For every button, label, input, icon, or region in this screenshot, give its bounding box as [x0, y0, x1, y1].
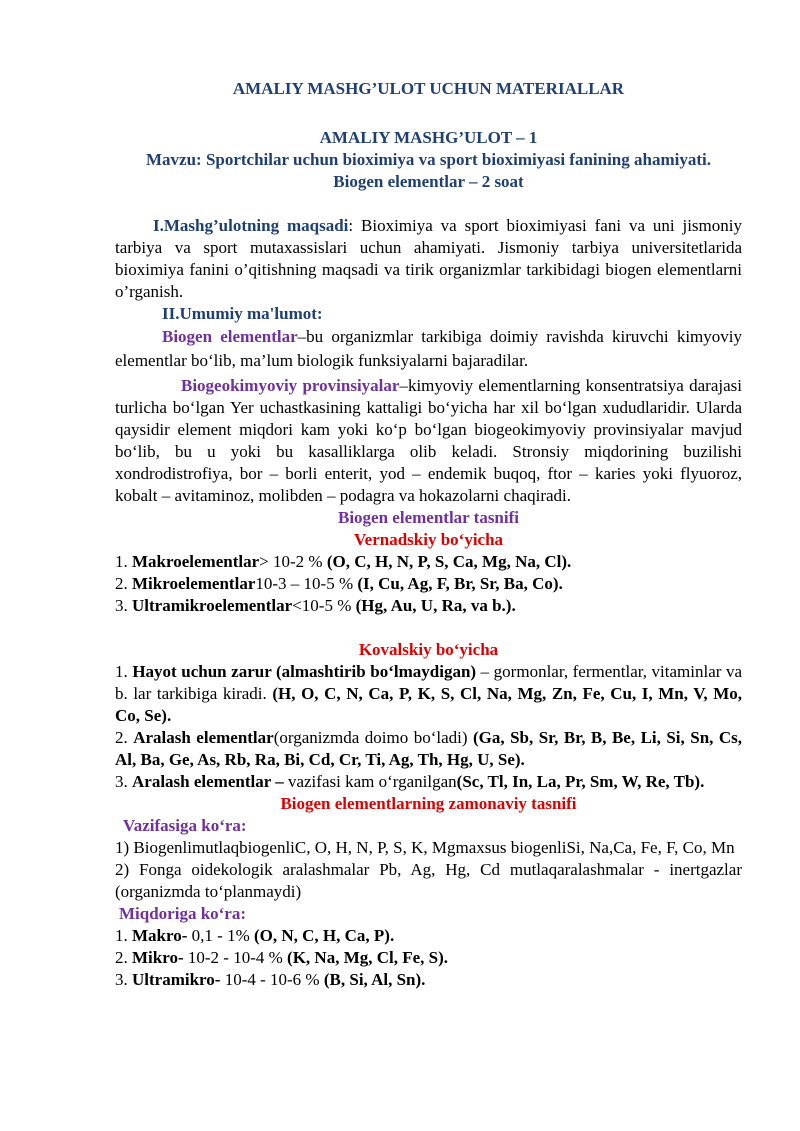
amount-heading: Miqdoriga ko‘ra:: [119, 904, 247, 923]
goal-text: : Bioximiya va sport bioximiyasi fani va uni jismoniy tarbiya va sport mutaxassislari uchun ahamiyati. Jismoniy tarbiya universitetlarida bioximiya fanini o’qitishning maqsadi va tirik organizmlar tarkibidagi biogen elementlarni o’rganish.: [115, 216, 742, 301]
item-name: Makro-: [132, 926, 188, 945]
item-range: 10-4 - 10-6 %: [220, 970, 324, 989]
list-item: [115, 661, 742, 727]
item-elements: (O, N, C, H, Ca, P).: [253, 926, 395, 945]
general-heading: II.Umumiy ma'lumot:: [162, 304, 323, 323]
goal-label: I.Mashg’ulotning maqsadi: [153, 216, 349, 235]
list-item: [115, 573, 742, 595]
kovalsky-list: [115, 661, 742, 793]
item-number: 2.: [115, 948, 132, 967]
list-item: [115, 925, 742, 947]
lesson-title: AMALIY MASHG’ULOT – 1: [319, 128, 538, 147]
item-range: 10-2 - 10-4 %: [183, 948, 288, 967]
item-number: 3.: [115, 970, 132, 989]
item-number: 1.: [115, 662, 133, 681]
item-range: 10-3 – 10-5 %: [255, 574, 358, 593]
biogen-term: Biogen elementlar: [162, 327, 298, 346]
modern-title: Biogen elementlarning zamonaviy tasnifi: [280, 794, 577, 813]
function-item: 2) Fonga oidekologik aralashmalar Pb, Ag, Hg, Cd mutlaqaralashmalar - inertgazlar (organizmda to‘planmaydi): [115, 860, 742, 901]
item-elements: (Ga, Sb, Sr, Br, B, Be, Li, Si, Sn, Cs, Al, Ba, Ge, As, Rb, Ra, Bi, Cd, Cr, Ti, Ag, Th, Hg, U, Se).: [115, 728, 743, 769]
province-paragraph: [115, 375, 742, 507]
classification-title: Biogen elementlar tasnifi: [338, 508, 519, 527]
function-item: 1) BiogenlimutlaqbiogenliC, O, H, N, P, S, K, Mgmaxsus biogenliSi, Na,Ca, Fe, F, Co, Mn: [115, 838, 735, 857]
province-definition: –kimyoviy elementlarning konsentratsiya darajasi turlicha bo‘lgan Yer uchastkasining kattaligi bo‘yicha har xil bo‘lgan xududlaridir. Ularda qaysidir element miqdori kam yoki ko‘p bo‘lgan biogeokimyoviy provinsiyalar mavjud bo‘lib, bu u yoki bu kasalliklarga olib keladi. Stronsiy miqdorining buzilishi xondrodistrofiya, bor – borli enterit, yod – endemik buqoq, ftor – karies yoki flyuoroz, kobalt – avitaminoz, molibden – podagra va hokazolarni chaqiradi.: [115, 376, 742, 505]
item-elements: (H, O, C, N, Ca, P, K, S, Cl, Na, Mg, Zn, Fe, Cu, I, Mn, V, Mo, Co, Se).: [115, 684, 742, 725]
item-elements: (B, Si, Al, Sn).: [323, 970, 426, 989]
main-title: AMALIY MASHG’ULOT UCHUN MATERIALLAR: [232, 79, 625, 98]
item-name: Aralash elementlar: [133, 728, 274, 747]
item-number: 2.: [115, 574, 132, 593]
kovalsky-title: Kovalskiy bo‘yicha: [358, 640, 499, 659]
item-elements: (Hg, Au, U, Ra, va b.).: [355, 596, 516, 615]
item-name: Mikro-: [132, 948, 184, 967]
item-range: <10-5 %: [292, 596, 356, 615]
list-item: [115, 969, 742, 991]
list-item: [115, 771, 742, 793]
goal-paragraph: [115, 215, 742, 303]
item-name: Mikroelementlar: [132, 574, 256, 593]
item-range: > 10-2 %: [259, 552, 327, 571]
item-number: 3.: [115, 772, 132, 791]
vernadsky-list: [115, 551, 742, 617]
item-number: 2.: [115, 728, 134, 747]
item-description: vazifasi kam o‘rganilgan: [287, 772, 457, 791]
item-description: – gormonlar, fermentlar, vitaminlar va b. lar tarkibiga kiradi.: [115, 662, 742, 703]
item-description: (organizmda doimo bo‘ladi): [273, 728, 473, 747]
vernadsky-title: Vernadskiy bo‘yicha: [353, 530, 504, 549]
item-elements: (O, C, H, N, P, S, Ca, Mg, Na, Cl).: [326, 552, 572, 571]
item-number: 1.: [115, 926, 132, 945]
item-name: Ultramikroelementlar: [132, 596, 293, 615]
biogen-definition: –bu organizmlar tarkibiga doimiy ravishda kiruvchi kimyoviy elementlar bo‘lib, ma’lum biologik funksiyalarni bajaradilar.: [115, 327, 742, 370]
item-elements: (Sc, Tl, In, La, Pr, Sm, W, Re, Tb).: [456, 772, 705, 791]
topic-line: Mavzu: Sportchilar uchun bioximiya va sport bioximiyasi fanining ahamiyati.: [145, 150, 711, 169]
function-heading: Vazifasiga ko‘ra:: [123, 816, 247, 835]
list-item: [115, 947, 742, 969]
item-name: Hayot uchun zarur (almashtirib bo‘lmaydigan): [132, 662, 477, 681]
subtopic-line: Biogen elementlar – 2 soat: [333, 172, 524, 191]
province-term: Biogeokimyoviy provinsiyalar: [181, 376, 400, 395]
list-item: [115, 551, 742, 573]
list-item: [115, 595, 742, 617]
item-elements: (K, Na, Mg, Cl, Fe, S).: [287, 948, 449, 967]
item-name: Makroelementlar: [132, 552, 260, 571]
item-range: 0,1 - 1%: [187, 926, 254, 945]
list-item: [115, 727, 742, 771]
item-number: 1.: [115, 552, 132, 571]
biogen-paragraph: [115, 325, 742, 373]
document-page: [115, 70, 742, 991]
item-name: Ultramikro-: [132, 970, 221, 989]
item-elements: (I, Cu, Ag, F, Br, Sr, Ba, Co).: [357, 574, 563, 593]
amount-list: [115, 925, 742, 991]
item-number: 3.: [115, 596, 132, 615]
item-name: Aralash elementlar –: [132, 772, 288, 791]
